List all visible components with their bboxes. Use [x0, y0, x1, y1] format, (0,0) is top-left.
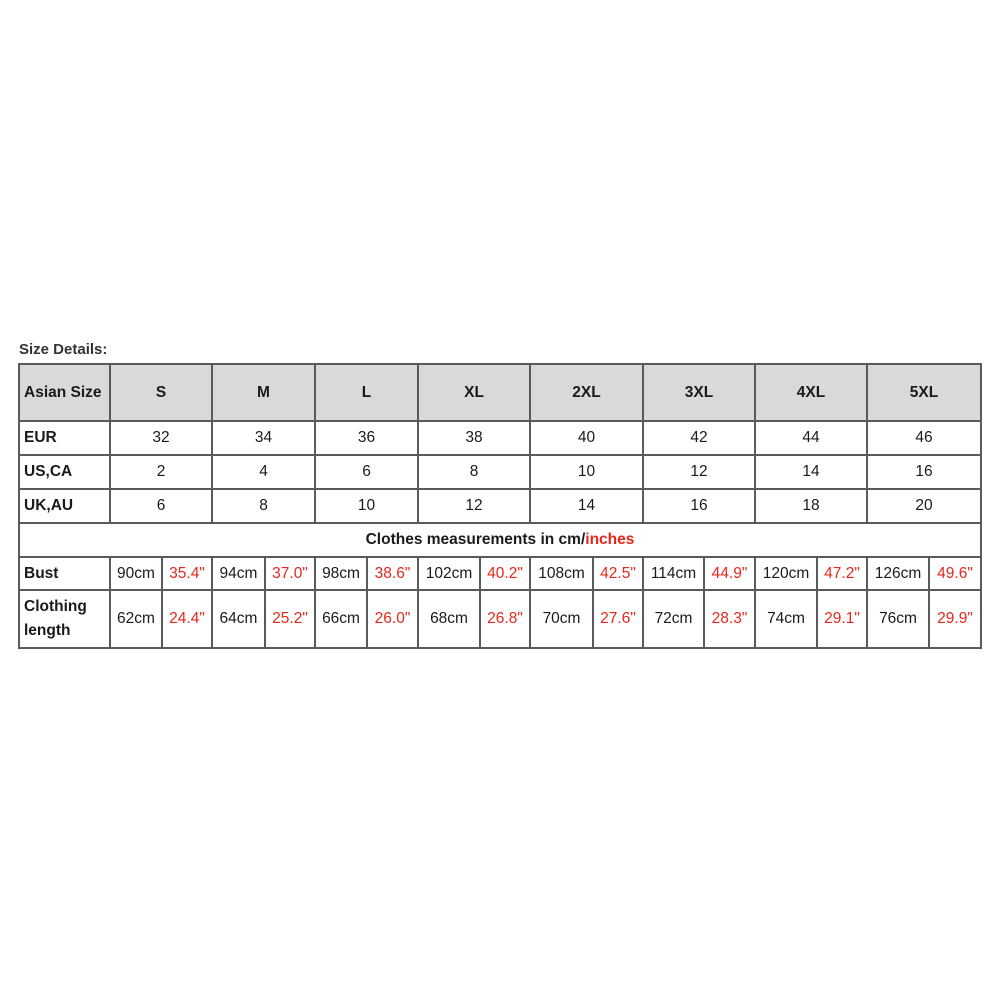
table-cell: 74cm [755, 590, 817, 648]
table-cell: 18 [755, 489, 867, 523]
table-cell: 120cm [755, 557, 817, 590]
row-label: Bust [19, 557, 110, 590]
table-cell: 40 [530, 421, 643, 455]
uk-au-row [19, 489, 981, 523]
table-cell: 36 [315, 421, 418, 455]
table-cell: 66cm [315, 590, 367, 648]
table-cell: 10 [530, 455, 643, 489]
size-details-title: Size Details: [19, 341, 108, 358]
row-label: EUR [19, 421, 110, 455]
table-cell: 12 [418, 489, 530, 523]
table-cell: 35.4" [162, 557, 212, 590]
table-cell: 72cm [643, 590, 704, 648]
clothing-length-row [19, 590, 981, 648]
table-cell: 20 [867, 489, 981, 523]
table-cell: 10 [315, 489, 418, 523]
table-cell: 37.0" [265, 557, 315, 590]
table-cell: 98cm [315, 557, 367, 590]
measurements-heading-inches: inches [585, 531, 635, 548]
table-cell: 28.3" [704, 590, 755, 648]
table-cell: 29.9" [929, 590, 981, 648]
eur-row [19, 421, 981, 455]
size-header-l: L [315, 364, 418, 421]
table-cell: 4 [212, 455, 315, 489]
asian-size-label: Asian Size [19, 364, 110, 421]
table-cell: 42.5" [593, 557, 643, 590]
table-cell: 70cm [530, 590, 593, 648]
table-cell: 46 [867, 421, 981, 455]
table-cell: 49.6" [929, 557, 981, 590]
table-cell: 14 [755, 455, 867, 489]
table-cell: 62cm [110, 590, 162, 648]
table-cell: 38.6" [367, 557, 418, 590]
table-cell: 25.2" [265, 590, 315, 648]
table-cell: 76cm [867, 590, 929, 648]
measurements-heading [19, 523, 981, 557]
us-ca-row [19, 455, 981, 489]
table-cell: 44 [755, 421, 867, 455]
size-header-m: M [212, 364, 315, 421]
table-cell: 8 [212, 489, 315, 523]
measurements-heading-prefix: Clothes measurements in cm/ [365, 531, 586, 548]
size-chart-table [18, 363, 982, 649]
table-cell: 26.0" [367, 590, 418, 648]
row-label: Clothing length [19, 590, 110, 648]
size-header-4xl: 4XL [755, 364, 867, 421]
table-cell: 16 [643, 489, 755, 523]
size-header-s: S [110, 364, 212, 421]
table-cell: 94cm [212, 557, 265, 590]
table-cell: 126cm [867, 557, 929, 590]
size-header-3xl: 3XL [643, 364, 755, 421]
table-cell: 34 [212, 421, 315, 455]
row-label: US,CA [19, 455, 110, 489]
table-cell: 24.4" [162, 590, 212, 648]
table-cell: 44.9" [704, 557, 755, 590]
table-cell: 29.1" [817, 590, 867, 648]
table-cell: 26.8" [480, 590, 530, 648]
size-header-5xl: 5XL [867, 364, 981, 421]
table-cell: 68cm [418, 590, 480, 648]
table-cell: 102cm [418, 557, 480, 590]
table-cell: 90cm [110, 557, 162, 590]
table-cell: 12 [643, 455, 755, 489]
size-header-2xl: 2XL [530, 364, 643, 421]
table-cell: 6 [315, 455, 418, 489]
table-cell: 27.6" [593, 590, 643, 648]
table-cell: 47.2" [817, 557, 867, 590]
table-cell: 114cm [643, 557, 704, 590]
table-cell: 2 [110, 455, 212, 489]
table-cell: 42 [643, 421, 755, 455]
table-cell: 16 [867, 455, 981, 489]
table-cell: 14 [530, 489, 643, 523]
table-cell: 108cm [530, 557, 593, 590]
table-cell: 6 [110, 489, 212, 523]
table-cell: 8 [418, 455, 530, 489]
table-cell: 32 [110, 421, 212, 455]
measurements-heading-row [19, 523, 981, 557]
table-cell: 64cm [212, 590, 265, 648]
bust-row [19, 557, 981, 590]
table-cell: 40.2" [480, 557, 530, 590]
row-label: UK,AU [19, 489, 110, 523]
table-cell: 38 [418, 421, 530, 455]
header-row [19, 364, 981, 421]
size-header-xl: XL [418, 364, 530, 421]
